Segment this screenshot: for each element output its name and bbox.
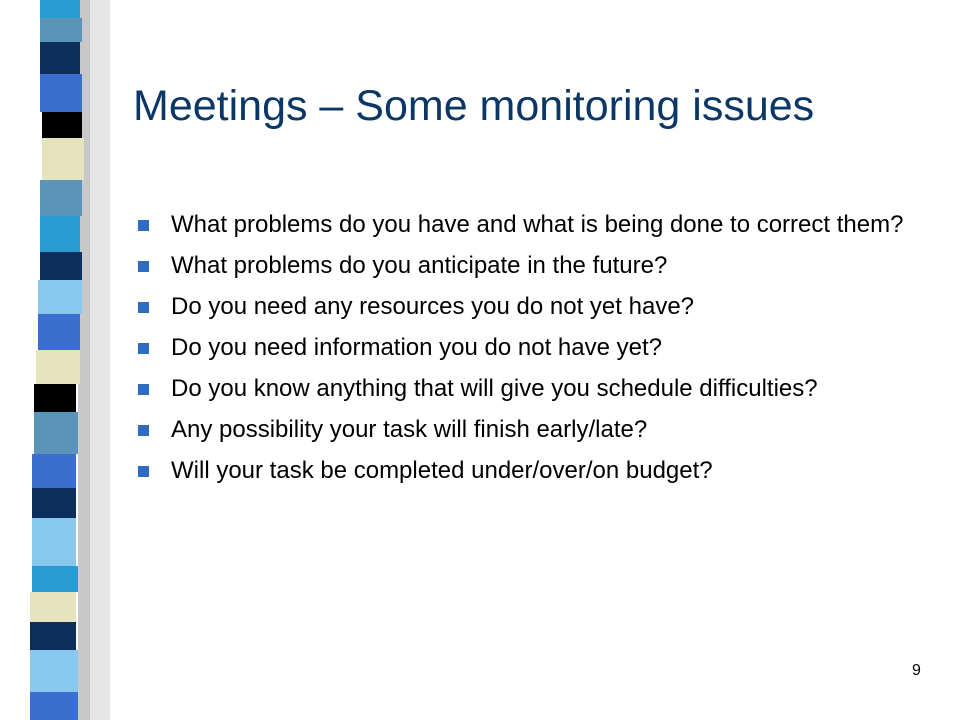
stripe-block [30, 622, 76, 650]
bullet-square-icon [138, 261, 149, 272]
stripe-block [40, 42, 80, 74]
bullet-item: Do you need information you do not have yet? [136, 334, 926, 362]
stripe-block [38, 314, 80, 350]
bullet-item: What problems do you have and what is being done to correct them? [136, 211, 926, 239]
stripe-block [30, 692, 78, 720]
stripe-block [42, 138, 84, 180]
bullet-list [136, 211, 926, 498]
bullet-square-icon [138, 466, 149, 477]
bullet-square-icon [138, 220, 149, 231]
stripe-edge [0, 0, 8, 720]
decorative-stripe [0, 0, 110, 720]
stripe-block [36, 350, 80, 384]
bullet-square-icon [138, 302, 149, 313]
bullet-square-icon [138, 384, 149, 395]
bullet-square-icon [138, 425, 149, 436]
stripe-block [30, 650, 78, 692]
stripe-block [40, 0, 80, 18]
bullet-item: Do you know anything that will give you schedule difficulties? [136, 375, 926, 403]
bullet-item: Any possibility your task will finish early/late? [136, 416, 926, 444]
stripe-block [40, 252, 82, 280]
stripe-block [32, 488, 76, 518]
stripe-block [40, 74, 82, 112]
slide-number: 9 [912, 662, 921, 679]
bullet-item: Do you need any resources you do not yet have? [136, 293, 926, 321]
slide-title: Meetings – Some monitoring issues [133, 82, 815, 130]
bullet-item: What problems do you anticipate in the future? [136, 252, 926, 280]
bullet-item: Will your task be completed under/over/on budget? [136, 457, 926, 485]
stripe-block [32, 566, 78, 592]
stripe-block [32, 454, 76, 488]
stripe-block [34, 384, 76, 412]
bullet-square-icon [138, 343, 149, 354]
stripe-block [42, 112, 82, 138]
stripe-block [34, 412, 78, 454]
stripe-block [32, 518, 76, 566]
stripe-block [30, 592, 76, 622]
stripe-block [40, 216, 80, 252]
stripe-block [40, 18, 82, 42]
stripe-block [38, 280, 82, 314]
stripe-block [40, 180, 82, 216]
stripe-shadow [90, 0, 110, 720]
